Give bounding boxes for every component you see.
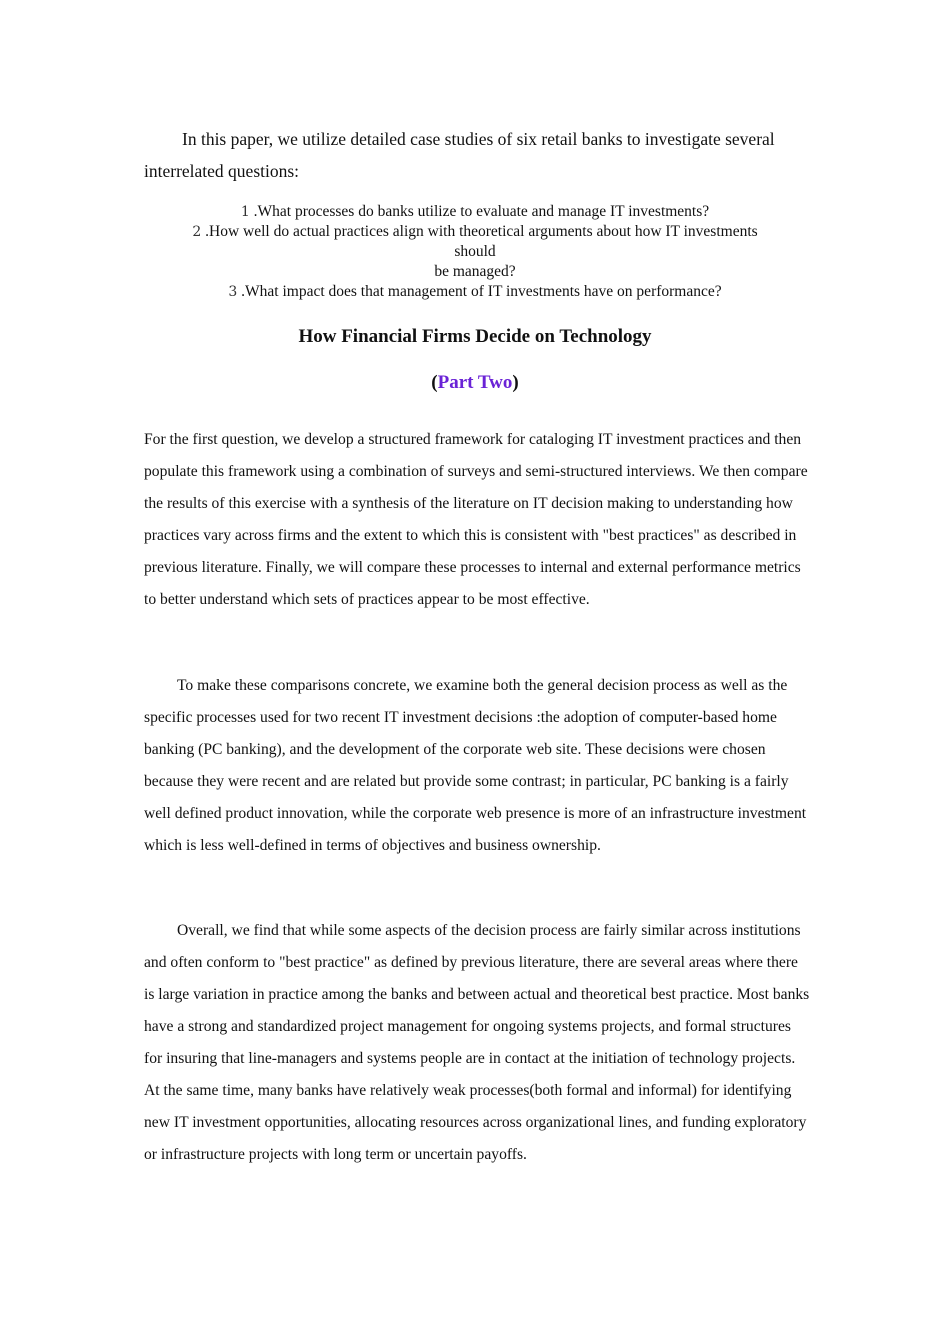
article-title: How Financial Firms Decide on Technology xyxy=(298,326,652,347)
question-item-3 xyxy=(140,282,810,302)
body-paragraph-2: To make these comparisons concrete, we examine both the general decision process as well as the specific processes used for two recent IT investment decisions :the adoption of computer-based home banking (PC banking), and the development of the corporate web site. These decisions were chosen because they were recent and are related but provide some contrast; in particular, PC banking is a fairly well defined product innovation, while the corporate web presence is more of an infrastructure investment which is less well-defined in terms of objectives and business ownership. xyxy=(144,677,807,854)
intro-paragraph: In this paper, we utilize detailed case studies of six retail banks to investigate several interrelated questions: xyxy=(144,129,775,181)
body-paragraph-3: Overall, we find that while some aspects of the decision process are fairly similar across institutions and often conform to "best practice" as defined by previous literature, there are several areas where there is large variation in practice among the banks and between actual and theoretical best practice. Most banks have a strong and standardized project management for ongoing systems projects, and formal structures for insuring that line-managers and systems people are in contact at the initiation of technology projects. At the same time, many banks have relatively weak processes(both formal and informal) for identifying new IT investment opportunities, allocating resources across organizational lines, and funding exploratory or infrastructure projects with long term or uncertain payoffs. xyxy=(144,922,810,1163)
body-paragraph-1: For the first question, we develop a structured framework for cataloging IT investment practices and then populate this framework using a combination of surveys and semi-structured interviews. We then compare the results of this exercise with a synthesis of the literature on IT decision making to understanding how practices vary across firms and the extent to which this is consistent with "best practices" as described in previous literature. Finally, we will compare these processes to internal and external performance metrics to better understand which sets of practices appear to be most effective. xyxy=(144,431,808,608)
question-number: 3 xyxy=(228,284,238,300)
question-list xyxy=(140,202,810,302)
question-text-line-2: should xyxy=(454,243,496,260)
question-text: .What impact does that management of IT investments have on performance? xyxy=(241,283,722,300)
subtitle-open-paren: ( xyxy=(431,372,438,393)
question-item-1 xyxy=(140,202,810,222)
question-number: 2 xyxy=(192,224,202,240)
question-text-line-1: .How well do actual practices align with theoretical arguments about how IT investments xyxy=(205,223,758,240)
question-number: 1 xyxy=(240,204,250,220)
subtitle-close-paren: ) xyxy=(512,372,519,393)
question-text: .What processes do banks utilize to evaluate and manage IT investments? xyxy=(253,203,710,220)
question-text-line-3: be managed? xyxy=(434,263,516,280)
question-item-2 xyxy=(140,222,810,282)
article-subtitle xyxy=(0,370,950,396)
subtitle-part-label: Part Two xyxy=(437,372,513,393)
